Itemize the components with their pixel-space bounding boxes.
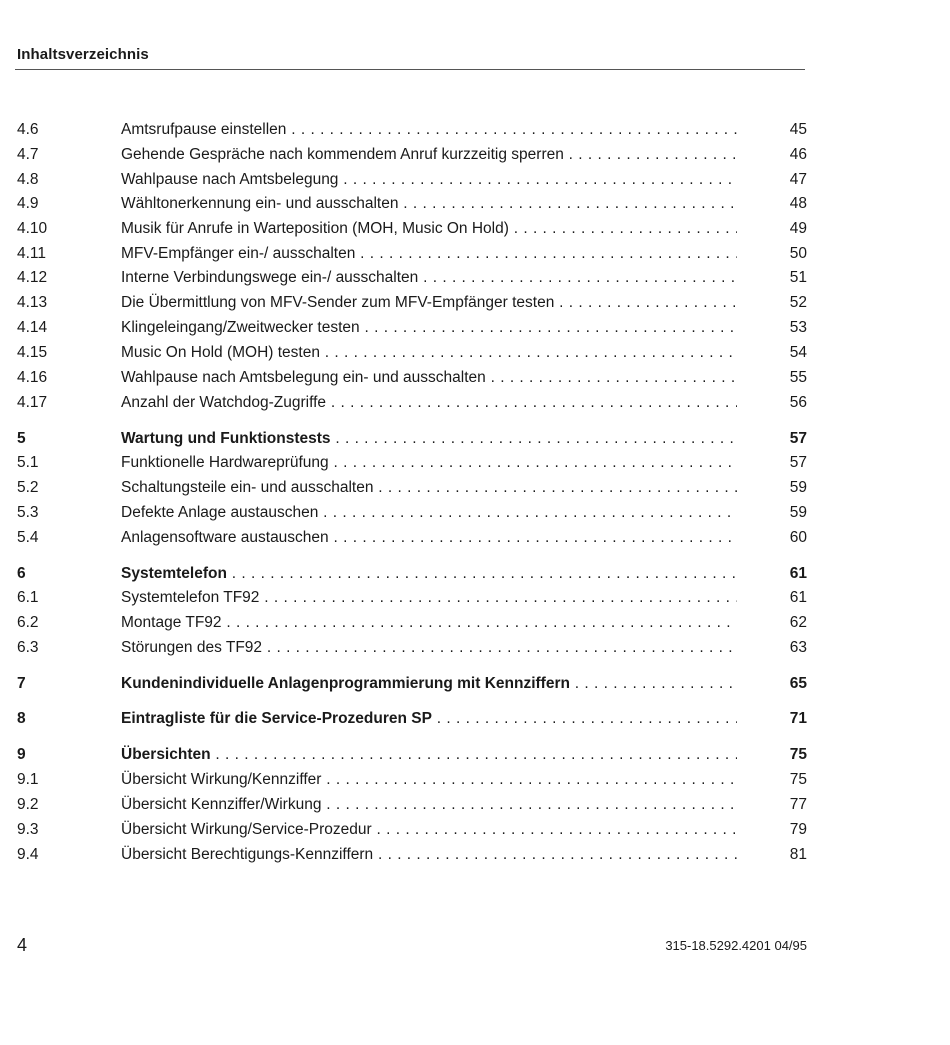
toc-entry-page: 79 bbox=[789, 821, 807, 838]
toc-entry-title-leader bbox=[121, 451, 737, 475]
toc-entry-number: 5.2 bbox=[17, 479, 39, 496]
toc-entry-title-leader bbox=[121, 636, 737, 660]
toc-entry-title-leader bbox=[121, 391, 737, 415]
toc-entry-title: Übersicht Wirkung/Kennziffer . . . bbox=[121, 771, 737, 788]
toc-entry-page: 57 bbox=[789, 454, 807, 471]
toc-entry-page: 55 bbox=[789, 369, 807, 386]
toc-entry-number: 4.13 bbox=[17, 294, 48, 311]
toc-entry-title-leader bbox=[121, 341, 737, 365]
toc-entry bbox=[17, 316, 807, 340]
toc-entry-number: 6 bbox=[17, 565, 26, 582]
toc-entry-title: MFV-Empfänger ein-/ ausschalten . . . bbox=[121, 245, 737, 262]
toc-entry bbox=[17, 476, 807, 500]
toc-entry bbox=[17, 341, 807, 365]
toc-entry-page: 61 bbox=[789, 565, 807, 582]
toc-entry-title-leader bbox=[121, 793, 737, 817]
toc-entry-number: 6.2 bbox=[17, 614, 39, 631]
toc-entry-page: 52 bbox=[789, 294, 807, 311]
toc-entry-page: 62 bbox=[789, 614, 807, 631]
toc-entry bbox=[17, 793, 807, 817]
toc-entry bbox=[17, 266, 807, 290]
toc-entry-title-leader bbox=[121, 562, 737, 586]
toc-entry-title: Wahlpause nach Amtsbelegung . . . bbox=[121, 171, 737, 188]
toc-entry-page: 65 bbox=[789, 675, 807, 692]
toc-entry-number: 4.6 bbox=[17, 121, 39, 138]
toc-entry-title: Wähltonerkennung ein- und ausschalten . . . bbox=[121, 195, 737, 212]
toc-entry-title: Systemtelefon TF92 . . . bbox=[121, 589, 737, 606]
toc-entry-title: Schaltungsteile ein- und ausschalten . . . bbox=[121, 479, 737, 496]
toc-entry-title: Defekte Anlage austauschen . . . bbox=[121, 504, 737, 521]
toc-entry bbox=[17, 818, 807, 842]
toc-entry-title: Übersicht Kennziffer/Wirkung . . . bbox=[121, 796, 737, 813]
toc-entry-page: 75 bbox=[789, 746, 807, 763]
toc-entry-page: 57 bbox=[789, 430, 807, 447]
toc-entry-title: Anzahl der Watchdog-Zugriffe . . . bbox=[121, 394, 737, 411]
toc-entry-number: 4.9 bbox=[17, 195, 39, 212]
footer-page-number: 4 bbox=[17, 935, 28, 955]
toc-entry-number: 4.12 bbox=[17, 269, 48, 286]
toc-entry-number: 5 bbox=[17, 430, 26, 447]
toc-entry-title: Anlagensoftware austauschen . . . bbox=[121, 529, 737, 546]
toc-entry-title: Kundenindividuelle Anlagenprogrammierung mit Kennziffern . . . bbox=[121, 675, 737, 692]
toc-entry bbox=[17, 743, 807, 767]
toc-entry-title-leader bbox=[121, 743, 737, 767]
toc-entry-page: 48 bbox=[789, 195, 807, 212]
toc-entry-number: 4.11 bbox=[17, 245, 47, 262]
toc-entry-page: 56 bbox=[789, 394, 807, 411]
toc-entry-number: 9.2 bbox=[17, 796, 39, 813]
toc-entry-title: Wartung und Funktionstests . . . bbox=[121, 430, 737, 447]
toc-entry bbox=[17, 168, 807, 192]
header-rule bbox=[15, 69, 805, 70]
toc-entry-page: 71 bbox=[789, 710, 807, 727]
toc-entry-number: 4.10 bbox=[17, 220, 48, 237]
toc-entry-title-leader bbox=[121, 501, 737, 525]
toc-entry-title: Übersichten . . . bbox=[121, 746, 737, 763]
toc-entry-title: Wahlpause nach Amtsbelegung ein- und ausschalten . . . bbox=[121, 369, 737, 386]
toc-entry-title-leader bbox=[121, 843, 737, 867]
toc-entry-number: 8 bbox=[17, 710, 26, 727]
toc-entry-number: 5.4 bbox=[17, 529, 39, 546]
toc-entry-title-leader bbox=[121, 768, 737, 792]
toc-entry-number: 9.1 bbox=[17, 771, 39, 788]
toc-entry-title-leader bbox=[121, 291, 737, 315]
toc-entry-page: 54 bbox=[789, 344, 807, 361]
toc-entry-page: 60 bbox=[789, 529, 807, 546]
toc-entry bbox=[17, 843, 807, 867]
toc-entry-page: 81 bbox=[789, 846, 807, 863]
toc-entry-title-leader bbox=[121, 143, 737, 167]
toc-entry-title: Die Übermittlung von MFV-Sender zum MFV-Empfänger testen . . . bbox=[121, 294, 737, 311]
toc-entry-page: 63 bbox=[789, 639, 807, 656]
toc-entry-title-leader bbox=[121, 192, 737, 216]
toc-entry-title: Störungen des TF92 . . . bbox=[121, 639, 737, 656]
toc-entry-title-leader bbox=[121, 366, 737, 390]
toc-entry-title: Eintragliste für die Service-Prozeduren SP . . . bbox=[121, 710, 737, 727]
toc-entry bbox=[17, 451, 807, 475]
toc-entry-number: 9.3 bbox=[17, 821, 39, 838]
toc-entry-title-leader bbox=[121, 611, 737, 635]
toc-entry bbox=[17, 192, 807, 216]
toc-entry-number: 5.3 bbox=[17, 504, 39, 521]
toc-entry bbox=[17, 242, 807, 266]
toc-entry bbox=[17, 636, 807, 660]
toc-entry-number: 4.7 bbox=[17, 146, 39, 163]
toc-entry-title-leader bbox=[121, 586, 737, 610]
toc-entry-title: Klingeleingang/Zweitwecker testen . . . bbox=[121, 319, 737, 336]
toc-entry-title: Funktionelle Hardwareprüfung . . . bbox=[121, 454, 737, 471]
toc-entry bbox=[17, 586, 807, 610]
toc-entry-title: Amtsrufpause einstellen . . . bbox=[121, 121, 737, 138]
page-header: Inhaltsverzeichnis bbox=[17, 46, 149, 63]
toc-entry-title-leader bbox=[121, 672, 737, 696]
toc-entry bbox=[17, 611, 807, 635]
toc-entry bbox=[17, 562, 807, 586]
toc-entry-title-leader bbox=[121, 316, 737, 340]
toc-entry-number: 4.15 bbox=[17, 344, 48, 361]
toc-entry bbox=[17, 217, 807, 241]
toc-entry bbox=[17, 366, 807, 390]
toc-entry-page: 50 bbox=[789, 245, 807, 262]
toc-entry-number: 4.17 bbox=[17, 394, 48, 411]
toc-entry bbox=[17, 291, 807, 315]
toc-entry-title: Montage TF92 . . . bbox=[121, 614, 737, 631]
toc-entry bbox=[17, 391, 807, 415]
toc-entry-title-leader bbox=[121, 242, 737, 266]
toc-entry-page: 59 bbox=[789, 504, 807, 521]
toc-entry bbox=[17, 672, 807, 696]
toc-entry bbox=[17, 768, 807, 792]
toc-entry bbox=[17, 707, 807, 731]
toc-entry-page: 61 bbox=[789, 589, 807, 606]
toc-entry-number: 9 bbox=[17, 746, 26, 763]
toc-entry-number: 4.16 bbox=[17, 369, 48, 386]
toc-entry-page: 51 bbox=[789, 269, 807, 286]
toc-entry-title-leader bbox=[121, 818, 737, 842]
toc-entry-page: 59 bbox=[789, 479, 807, 496]
toc-entry-title-leader bbox=[121, 526, 737, 550]
toc-entry-number: 6.1 bbox=[17, 589, 39, 606]
toc-entry-page: 77 bbox=[789, 796, 807, 813]
toc-entry-number: 7 bbox=[17, 675, 26, 692]
toc-entry bbox=[17, 526, 807, 550]
toc-entry-number: 5.1 bbox=[17, 454, 39, 471]
toc-entry-page: 47 bbox=[789, 171, 807, 188]
toc-entry-title: Übersicht Wirkung/Service-Prozedur . . . bbox=[121, 821, 737, 838]
toc-entry-number: 4.8 bbox=[17, 171, 39, 188]
toc-entry-number: 9.4 bbox=[17, 846, 39, 863]
toc-entry-title: Interne Verbindungswege ein-/ ausschalten . . . bbox=[121, 269, 737, 286]
toc-entry-title-leader bbox=[121, 266, 737, 290]
toc-entry-title-leader bbox=[121, 168, 737, 192]
toc-entry-title-leader bbox=[121, 427, 737, 451]
toc-entry-page: 75 bbox=[789, 771, 807, 788]
toc-entry-title: Systemtelefon . . . bbox=[121, 565, 737, 582]
toc-entry-title-leader bbox=[121, 118, 737, 142]
toc-entry-page: 53 bbox=[789, 319, 807, 336]
toc-entry-number: 4.14 bbox=[17, 319, 48, 336]
toc-entry-title-leader bbox=[121, 217, 737, 241]
toc-entry-title: Musik für Anrufe in Warteposition (MOH, Music On Hold) . . . bbox=[121, 220, 737, 237]
toc-entry-page: 49 bbox=[789, 220, 807, 237]
toc-entry-title-leader bbox=[121, 476, 737, 500]
footer-document-id: 315-18.5292.4201 04/95 bbox=[665, 938, 807, 953]
toc-entry bbox=[17, 143, 807, 167]
toc-entry-title: Music On Hold (MOH) testen . . . bbox=[121, 344, 737, 361]
toc-entry-title-leader bbox=[121, 707, 737, 731]
toc-entry-title: Gehende Gespräche nach kommendem Anruf kurzzeitig sperren . . . bbox=[121, 146, 737, 163]
toc-entry bbox=[17, 118, 807, 142]
toc-entry bbox=[17, 427, 807, 451]
toc-entry bbox=[17, 501, 807, 525]
toc-entry-page: 46 bbox=[789, 146, 807, 163]
toc-entry-title: Übersicht Berechtigungs-Kennziffern . . . bbox=[121, 846, 737, 863]
toc-entry-page: 45 bbox=[789, 121, 807, 138]
toc-entry-number: 6.3 bbox=[17, 639, 39, 656]
